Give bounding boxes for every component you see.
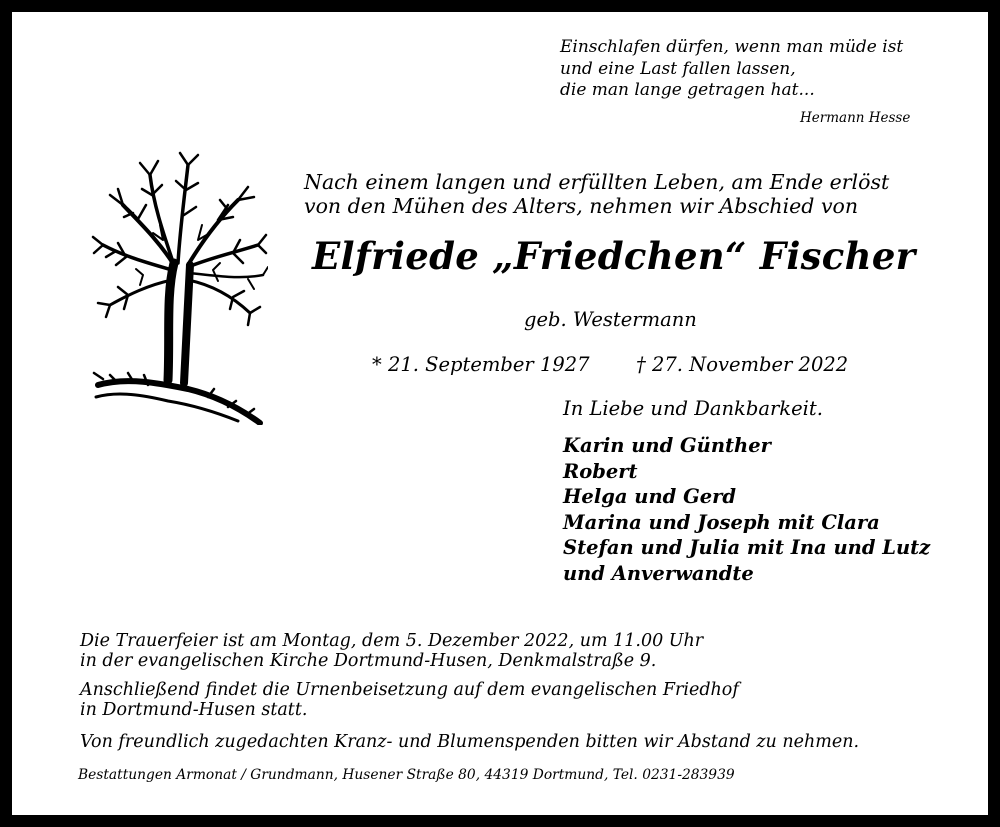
tree-icon [88,145,268,425]
deceased-name: Elfriede „Friedchen“ Fischer [312,234,916,278]
birth-date: * 21. September 1927 [372,353,590,376]
intro-line: Nach einem langen und erfüllten Leben, am Ende erlöst [304,170,890,194]
obituary-notice [12,12,988,815]
mourner-name: Stefan und Julia mit Ina und Lutz [563,536,931,559]
funeral-line: Die Trauerfeier ist am Montag, dem 5. Dezember 2022, um 11.00 Uhr [80,631,704,651]
mourner-name: Robert [563,459,638,483]
quote-author: Hermann Hesse [800,110,911,126]
funeral-info [80,631,703,671]
burial-line: Anschließend findet die Urnenbeisetzung auf dem evangelischen Friedhof [80,680,739,700]
flowers-note: Von freundlich zugedachten Kranz- und Blumenspenden bitten wir Abstand zu nehmen. [80,732,860,752]
quote-line: die man lange getragen hat... [560,80,815,100]
undertaker-footer: Bestattungen Armonat / Grundmann, Husener Straße 80, 44319 Dortmund, Tel. 0231-283939 [78,767,735,783]
funeral-line: in der evangelischen Kirche Dortmund-Husen, Denkmalstraße 9. [80,651,657,671]
mourner-name: Karin und Günther [563,434,771,457]
mourner-name: Marina und Joseph mit Clara [563,510,880,534]
death-date: † 27. November 2022 [636,353,849,376]
burial-line: in Dortmund-Husen statt. [80,700,308,720]
quote-line: und eine Last fallen lassen, [560,58,796,79]
mourner-name: Helga und Gerd [563,485,737,508]
quote-line: Einschlafen dürfen, wenn man müde ist [560,37,904,57]
intro-text [304,170,889,218]
maiden-name: geb. Westermann [524,308,697,331]
mourner-name: und Anverwandte [563,561,754,585]
intro-line: von den Mühen des Alters, nehmen wir Abschied von [304,194,859,218]
burial-info [80,680,739,720]
quote [560,37,903,102]
mourners-list [563,433,930,586]
mourners-intro: In Liebe und Dankbarkeit. [563,397,823,420]
